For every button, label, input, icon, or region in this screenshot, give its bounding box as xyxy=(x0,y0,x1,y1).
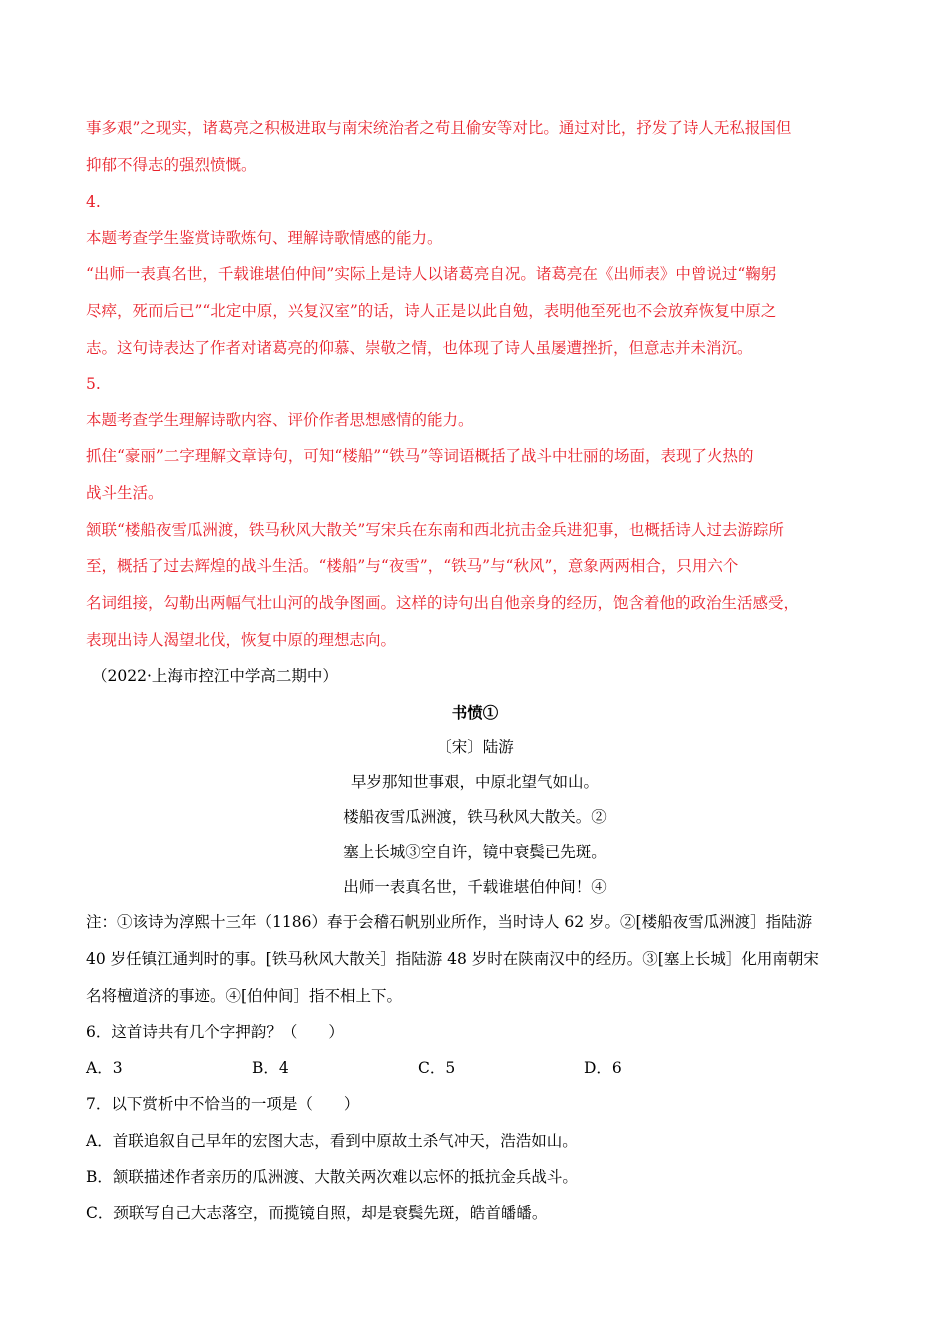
question-6-option-b: B．4 xyxy=(252,1059,289,1077)
question-6-option-a: A．3 xyxy=(86,1059,123,1077)
question-7-option-a: A．首联追叙自己早年的宏图大志，看到中原故土杀气冲天，浩浩如山。 xyxy=(86,1132,578,1150)
answer-number-5: 5. xyxy=(86,375,101,393)
answer-line: 颔联“楼船夜雪瓜洲渡，铁马秋风大散关”写宋兵在东南和西北抗击金兵进犯事，也概括诗人过去游踪所 xyxy=(86,521,784,539)
answer-line: 至，概括了过去辉煌的战斗生活。“楼船”与“夜雪”，“铁马”与“秋风”，意象两两相合，只用六个 xyxy=(86,557,739,575)
answer-line: 尽瘁，死而后已”“北定中原，兴复汉室”的话，诗人正是以此自勉，表明他至死也不会放弃恢复中原之 xyxy=(86,302,777,320)
answer-line: “出师一表真名世，千载谁堪伯仲间”实际上是诗人以诸葛亮自况。诸葛亮在《出师表》中曾说过“鞠躬 xyxy=(86,265,777,283)
poem-author: 〔宋〕陆游 xyxy=(436,738,514,756)
question-6-option-d: D．6 xyxy=(584,1059,622,1077)
question-6-option-c: C．5 xyxy=(418,1059,456,1077)
answer-line: 名词组接，勾勒出两幅气壮山河的战争图画。这样的诗句出自他亲身的经历，饱含着他的政治生活感受， xyxy=(86,594,800,612)
question-source: （2022·上海市控江中学高二期中） xyxy=(92,667,338,685)
question-6-stem: 6．这首诗共有几个字押韵？（ ） xyxy=(86,1023,344,1041)
answer-line: 抓住“豪丽”二字理解文章诗句，可知“楼船”“铁马”等词语概括了战斗中壮丽的场面，表现了火热的 xyxy=(86,447,754,465)
answer-line: 本题考查学生理解诗歌内容、评价作者思想感情的能力。 xyxy=(86,411,474,429)
question-7-stem: 7．以下赏析中不恰当的一项是（ ） xyxy=(86,1095,360,1113)
poem-line: 塞上长城③空自许，镜中衰鬓已先斑。 xyxy=(343,843,607,861)
answer-line: 志。这句诗表达了作者对诸葛亮的仰慕、崇敬之情，也体现了诗人虽屡遭挫折，但意志并未消沉。 xyxy=(86,339,753,357)
poem-line: 出师一表真名世，千载谁堪伯仲间！④ xyxy=(343,878,607,896)
poem-note: 名将檀道济的事迹。④[伯仲间］指不相上下。 xyxy=(86,987,403,1005)
answer-number-4: 4. xyxy=(86,193,101,211)
poem-note: 注：①该诗为淳熙十三年（1186）春于会稽石帆别业所作，当时诗人 62 岁。②[楼船夜雪瓜洲渡］指陆游 xyxy=(86,913,813,931)
answer-line: 表现出诗人渴望北伐，恢复中原的理想志向。 xyxy=(86,631,397,649)
poem-title: 书愤① xyxy=(451,703,499,722)
answer-line: 抑郁不得志的强烈愤慨。 xyxy=(86,156,257,174)
poem-note: 40 岁任镇江通判时的事。[铁马秋风大散关］指陆游 48 岁时在陕南汉中的经历。③[塞上长城］化用南朝宋 xyxy=(86,950,819,968)
answer-line: 事多艰”之现实，诸葛亮之积极进取与南宋统治者之苟且偷安等对比。通过对比，抒发了诗人无私报国但 xyxy=(86,119,792,137)
poem-line: 楼船夜雪瓜洲渡，铁马秋风大散关。② xyxy=(343,808,607,826)
question-7-option-b: B．颔联描述作者亲历的瓜洲渡、大散关两次难以忘怀的抵抗金兵战斗。 xyxy=(86,1168,578,1186)
answer-line: 本题考查学生鉴赏诗歌炼句、理解诗歌情感的能力。 xyxy=(86,229,443,247)
question-7-option-c: C．颈联写自己大志落空，而揽镜自照，却是衰鬓先斑，皓首皤皤。 xyxy=(86,1204,548,1222)
answer-line: 战斗生活。 xyxy=(86,484,164,502)
poem-line: 早岁那知世事艰，中原北望气如山。 xyxy=(350,773,599,791)
